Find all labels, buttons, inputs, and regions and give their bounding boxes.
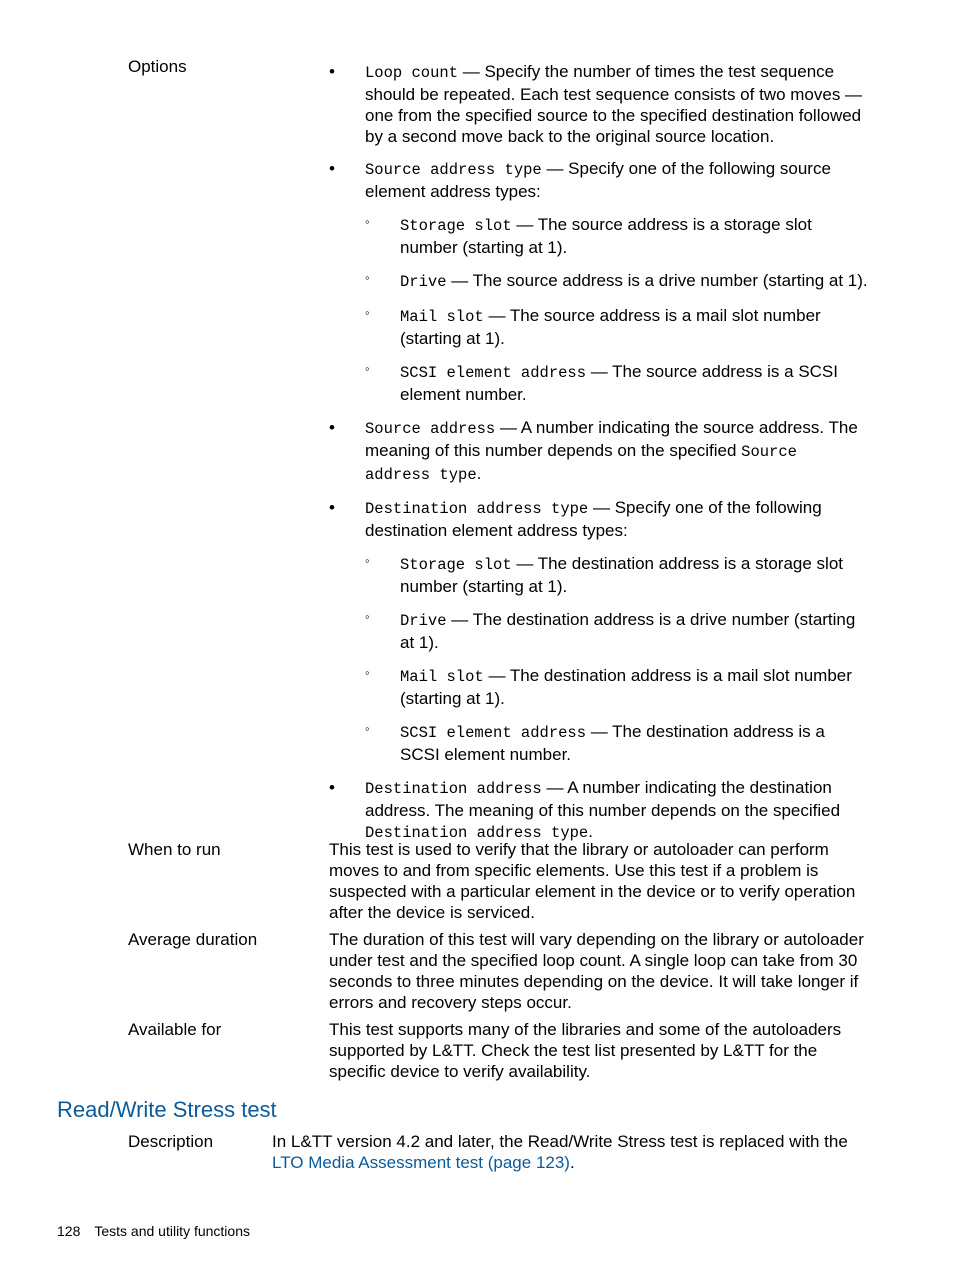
bullet-icon: • [329, 498, 335, 517]
average-duration-description: The duration of this test will vary depending on the library or autoloader under test and the specified loop count. A single loop can take from 30 seconds to three minutes depending on the device. It will take longer if errors and recovery steps occur. [329, 930, 864, 1012]
circle-bullet-icon: ◦ [365, 270, 370, 285]
sub-option-code: Mail slot [400, 668, 484, 686]
option-loop-count [329, 61, 869, 147]
sub-option-code: SCSI element address [400, 364, 587, 382]
options-description [329, 61, 869, 855]
circle-bullet-icon: ◦ [365, 665, 370, 680]
sub-option-code: Mail slot [400, 308, 484, 326]
sub-option-text: — The source address is a mail slot number (starting at 1). [400, 306, 821, 348]
bullet-icon: • [329, 159, 335, 178]
sub-option [365, 305, 869, 349]
sub-option-code: SCSI element address [400, 724, 587, 742]
circle-bullet-icon: ◦ [365, 721, 370, 736]
option-text: — A number indicating the destination address. The meaning of this number depends on the specified [365, 778, 841, 820]
bullet-icon: • [329, 418, 335, 437]
sub-option-text: — The source address is a storage slot number (starting at 1). [400, 215, 812, 257]
page-number: 128 [57, 1223, 81, 1239]
destination-address-type-list [365, 553, 869, 765]
section-heading: Read/Write Stress test [57, 1097, 277, 1122]
option-text: — A number indicating the source address. The meaning of this number depends on the specified [365, 418, 858, 460]
sub-option-code: Drive [400, 612, 447, 630]
sub-option [365, 214, 869, 258]
option-source-address [329, 417, 869, 486]
description-term: Description [128, 1132, 214, 1151]
option-source-address-type [329, 158, 869, 405]
sub-option-code: Storage slot [400, 556, 512, 574]
sub-option-code: Storage slot [400, 217, 512, 235]
average-duration-term: Average duration [128, 930, 258, 949]
lto-media-assessment-link[interactable]: LTO Media Assessment test (page 123) [272, 1153, 570, 1172]
sub-option-text: — The destination address is a SCSI element number. [400, 722, 825, 764]
sub-option [365, 553, 869, 597]
rw-description [272, 1131, 872, 1173]
sub-option [365, 609, 869, 653]
option-destination-address-type [329, 497, 869, 765]
when-to-run-term: When to run [128, 840, 221, 859]
option-code-ref: Destination address type [365, 824, 589, 842]
rw-description-text: In L&TT version 4.2 and later, the Read/Write Stress test is replaced with the [272, 1132, 848, 1151]
option-code: Source address [365, 420, 496, 438]
chapter-title: Tests and utility functions [94, 1223, 250, 1239]
circle-bullet-icon: ◦ [365, 609, 370, 624]
options-term: Options [128, 57, 187, 76]
sub-option-code: Drive [400, 273, 447, 291]
sub-option [365, 721, 869, 765]
bullet-icon: • [329, 778, 335, 797]
option-text: — Specify one of the following source element address types: [365, 159, 831, 201]
available-for-term: Available for [128, 1020, 222, 1039]
bullet-icon: • [329, 62, 335, 81]
option-code: Destination address [365, 780, 542, 798]
sub-option-text: — The destination address is a mail slot number (starting at 1). [400, 666, 852, 708]
circle-bullet-icon: ◦ [365, 305, 370, 320]
sub-option [365, 361, 869, 405]
source-address-type-list [365, 214, 869, 405]
option-text: — Specify the number of times the test sequence should be repeated. Each test sequence consists of two moves — one from the specified source to the specified destination followed by a second move back to the original source location. [365, 62, 863, 146]
options-list [329, 61, 869, 844]
sub-option [365, 270, 869, 293]
circle-bullet-icon: ◦ [365, 553, 370, 568]
option-code: Loop count [365, 64, 459, 82]
option-tail: . [588, 822, 593, 841]
rw-description-tail: . [569, 1153, 575, 1172]
option-destination-address [329, 777, 869, 844]
available-for-description: This test supports many of the libraries and some of the autoloaders supported by L&TT. Check the test list presented by L&TT for the specific device to verify availability. [329, 1020, 842, 1081]
sub-option-text: — The destination address is a drive number (starting at 1). [400, 610, 856, 652]
circle-bullet-icon: ◦ [365, 361, 370, 376]
option-text: — Specify one of the following destination element address types: [365, 498, 822, 540]
option-code: Source address type [365, 161, 542, 179]
when-to-run-description: This test is used to verify that the library or autoloader can perform moves to and from specific elements. Use this test if a problem is suspected with a particular element in the device or to verify operation after the device is serviced. [329, 840, 856, 922]
sub-option-text: — The destination address is a storage slot number (starting at 1). [400, 554, 843, 596]
option-code: Destination address type [365, 500, 589, 518]
option-tail: . [476, 464, 482, 483]
sub-option-text: — The source address is a SCSI element number. [400, 362, 838, 404]
sub-option [365, 665, 869, 709]
sub-option-text: — The source address is a drive number (starting at 1). [446, 271, 868, 290]
page-footer [57, 1222, 250, 1240]
option-code-ref: Source address type [365, 443, 797, 484]
circle-bullet-icon: ◦ [365, 214, 370, 229]
